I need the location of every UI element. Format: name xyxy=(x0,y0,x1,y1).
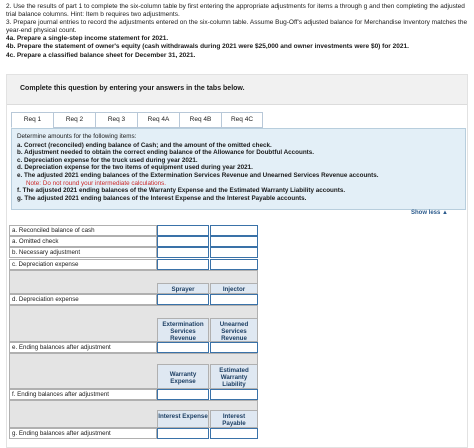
row-c-depreciation: c. Depreciation expense xyxy=(9,259,157,270)
col-extermination-revenue: Extermination Services Revenue xyxy=(157,318,209,342)
instruction-b: b. Adjustment needed to obtain the correct ending balance of the Allowance for Doubtful Accounts. xyxy=(17,149,315,157)
row-a-omitted-check: a. Omitted check xyxy=(9,236,157,247)
part-3-text: 3. Prepare journal entries to record the adjustments entered on the six-column table. Assume Bug-Off's adjusted balance for Merchandise Inventory matches the year-end physical count. xyxy=(6,19,468,35)
injector-depreciation-input[interactable] xyxy=(210,294,258,305)
part-4a-text: 4a. Prepare a single-step income statement for 2021. xyxy=(6,35,169,43)
part-4b-text: 4b. Prepare the statement of owner's equity (cash withdrawals during 2021 were $25,000 and owner investments were $0) for 2021. xyxy=(6,43,409,51)
interest-expense-input[interactable] xyxy=(157,428,209,439)
col-injector: Injector xyxy=(210,283,258,294)
tab-req-3[interactable]: Req 3 xyxy=(95,112,137,128)
col-warranty-expense: Warranty Expense xyxy=(157,364,209,389)
instructions-header: Determine amounts for the following items: xyxy=(17,133,137,140)
row-f-ending-balances: f. Ending balances after adjustment xyxy=(9,389,157,400)
instruction-a: a. Correct (reconciled) ending balance of Cash; and the amount of the omitted check. xyxy=(17,141,272,149)
unearned-revenue-input[interactable] xyxy=(210,342,258,353)
instruction-c: c. Depreciation expense for the truck used during year 2021. xyxy=(17,156,198,164)
col-estimated-warranty-liability: Estimated Warranty Liability xyxy=(210,364,258,389)
caret-up-icon: ▲ xyxy=(442,210,448,216)
instruction-f: f. The adjusted 2021 ending balances of the Warranty Expense and the Estimated Warranty Liability accounts. xyxy=(17,187,346,195)
reconciled-cash-input-2[interactable] xyxy=(210,225,258,236)
tab-req-1[interactable]: Req 1 xyxy=(11,112,53,128)
adjustment-input-2[interactable] xyxy=(210,247,258,258)
instruction-d: d. Depreciation expense for the two items of equipment used during year 2021. xyxy=(17,164,253,172)
interest-payable-input[interactable] xyxy=(210,428,258,439)
omitted-check-input[interactable] xyxy=(157,236,209,247)
rounding-note: Note: Do not round your intermediate calculations. xyxy=(26,179,167,187)
panel-heading: Complete this question by entering your answers in the tabs below. xyxy=(20,85,245,92)
reconciled-cash-input[interactable] xyxy=(157,225,209,236)
requirement-tabs xyxy=(11,112,263,128)
show-less-link[interactable] xyxy=(411,210,448,216)
col-sprayer: Sprayer xyxy=(157,283,209,294)
omitted-check-input-2[interactable] xyxy=(210,236,258,247)
instructions-box xyxy=(11,128,466,210)
col-interest-payable: Interest Payable xyxy=(210,410,258,428)
question-text xyxy=(6,3,470,60)
show-less-label: Show less xyxy=(411,210,441,216)
row-a-reconciled-cash: a. Reconciled balance of cash xyxy=(9,225,157,236)
panel-header xyxy=(7,75,467,105)
warranty-liability-input[interactable] xyxy=(210,389,258,400)
col-unearned-revenue: Unearned Services Revenue xyxy=(210,318,258,342)
row-d-depreciation: d. Depreciation expense xyxy=(9,294,157,305)
tab-req-4c[interactable]: Req 4C xyxy=(221,112,263,128)
tab-req-2[interactable]: Req 2 xyxy=(53,112,95,128)
instruction-e: e. The adjusted 2021 ending balances of the Extermination Services Revenue and Unearned Services Revenue accounts. xyxy=(17,171,379,179)
part-4c-text: 4c. Prepare a classified balance sheet for December 31, 2021. xyxy=(6,51,196,59)
tab-req-4a[interactable]: Req 4A xyxy=(137,112,179,128)
instruction-g: g. The adjusted 2021 ending balances of the Interest Expense and the Interest Payable accounts. xyxy=(17,194,307,202)
truck-depreciation-input[interactable] xyxy=(157,259,209,270)
sprayer-depreciation-input[interactable] xyxy=(157,294,209,305)
row-b-adjustment: b. Necessary adjustment xyxy=(9,247,157,258)
row-e-ending-balances: e. Ending balances after adjustment xyxy=(9,342,157,353)
extermination-revenue-input[interactable] xyxy=(157,342,209,353)
tab-req-4b[interactable]: Req 4B xyxy=(179,112,221,128)
warranty-expense-input[interactable] xyxy=(157,389,209,400)
truck-depreciation-input-2[interactable] xyxy=(210,259,258,270)
adjustment-input[interactable] xyxy=(157,247,209,258)
row-g-ending-balances: g. Ending balances after adjustment xyxy=(9,428,157,439)
col-interest-expense: Interest Expense xyxy=(157,410,209,428)
part-2-text: 2. Use the results of part 1 to complete the six-column table by first entering the appropriate adjustments for items a through g and then completing the adjusted trial balance columns. Hint: Item b requires two adjustments. xyxy=(6,3,465,19)
